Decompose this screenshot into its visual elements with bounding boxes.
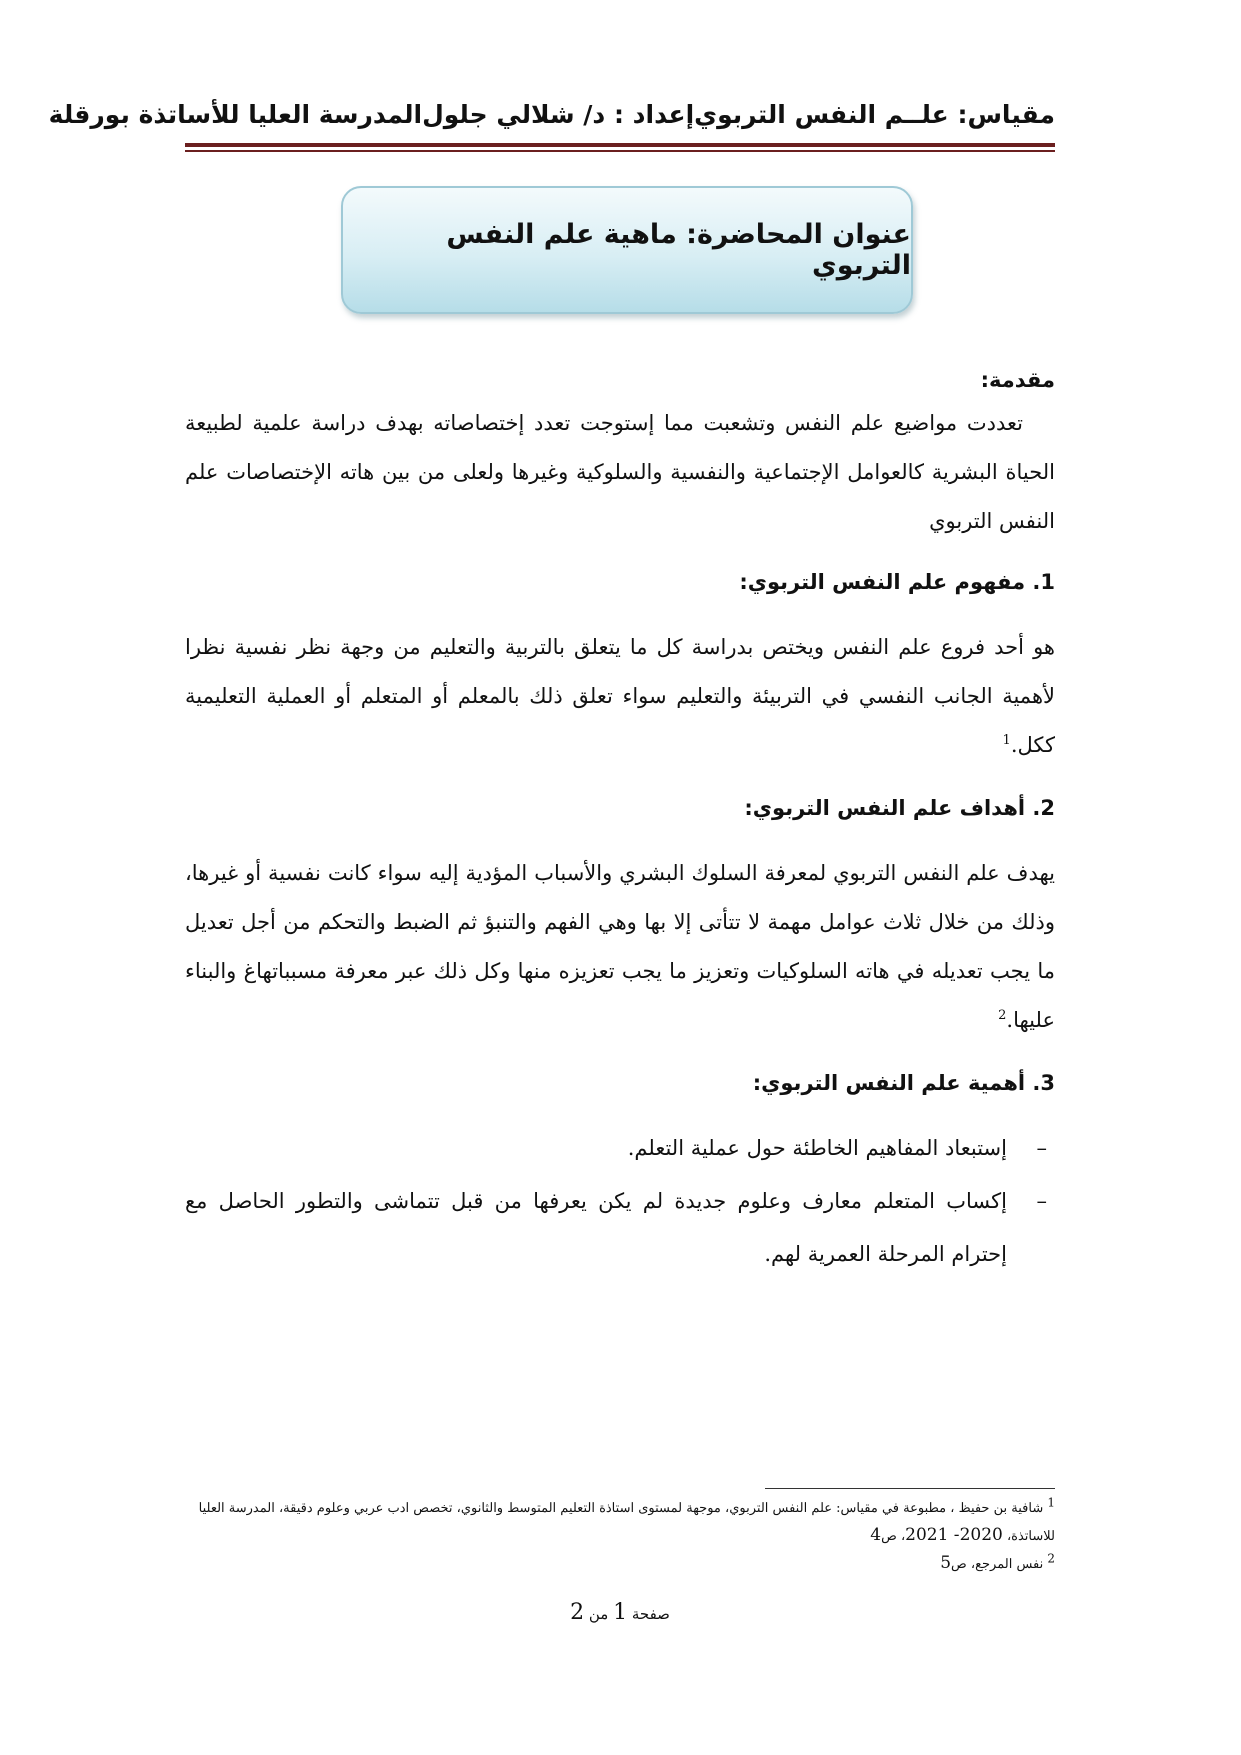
importance-list [185,1122,1055,1281]
footnote-separator [765,1488,1055,1489]
footnote-2-number: 2 [1047,1551,1055,1566]
section-3-heading: 3. أهمية علم النفس التربوي: [752,1071,1055,1095]
footnote-1-line2: للاساتذة، [1006,1529,1055,1544]
intro-paragraph: تعددت مواضيع علم النفس وتشعبت مما إستوجت تعدد إختصاصاته بهدف دراسة علمية لطبيعة الحياة البشرية كالعوامل الإجتماعية والنفسية والسلوكية وغيرها ولعلى من بين هاته الإختصاصات علم النفس التربوي [185,411,1055,533]
section-2-paragraph [185,849,1055,1045]
footnote-1-years: 2020- 2021 [905,1525,1003,1545]
lecture-title-box [341,186,913,314]
footnote-1-page: 4 [870,1525,882,1545]
bullet-dash: – [1036,1189,1047,1213]
list-item-text: إكساب المتعلم معارف وعلوم جديدة لم يكن يعرفها من قبل تتماشى والتطور الحاصل مع إحترام المرحلة العمرية لهم. [185,1189,1007,1266]
page-of: من [588,1605,609,1623]
section-1-text: هو أحد فروع علم النفس ويختص بدراسة كل ما يتعلق بالتربية والتعليم من وجهة نظر نفسية نظرا لأهمية الجانب النفسي في التربيئة والتعليم سواء تعلق ذلك بالمعلم أو المتعلم أو العملية التعليمية ككل. [185,635,1055,757]
section-2-text: يهدف علم النفس التربوي لمعرفة السلوك البشري والأسباب المؤدية إليه سواء كانت نفسية أو غيرها، وذلك من خلال ثلاث عوامل مهمة لا تتأتى إلا بها وهي الفهم والتنبؤ ثم الضبط والتحكم من أجل تعديل ما يجب تعديله في هاته السلوكيات وتعزيز ما يجب تعزيزه منها وكل ذلك عبر معرفة مسبباتهاغ والبناء عليها. [185,861,1055,1032]
footnotes [185,1495,1055,1578]
page-header [48,92,1055,136]
section-2-heading: 2. أهداف علم النفس التربوي: [744,796,1055,820]
list-item-text: إستبعاد المفاهيم الخاطئة حول عملية التعلم. [627,1136,1007,1160]
footnote-1-page-label: ، ص [881,1529,906,1544]
footnote-ref-2: 2 [998,1008,1007,1023]
header-rule-thick [185,143,1055,147]
section-1-paragraph [185,623,1055,770]
course-name: مقياس: علــم النفس التربوي [694,99,1055,129]
page-label: صفحة [631,1605,670,1623]
page-current: 1 [613,1600,628,1625]
footnote-2-text: نفس المرجع، ص [951,1557,1044,1572]
lecture-title: عنوان المحاضرة: ماهية علم النفس التربوي [446,219,911,281]
footnote-ref-1: 1 [1002,733,1011,748]
list-item [185,1122,1055,1175]
main-content [185,370,1055,1281]
footnote-2 [185,1550,1055,1578]
intro-heading: مقدمة: [980,368,1055,392]
footnote-2-page: 5 [940,1553,952,1573]
footnote-1-number: 1 [1047,1495,1055,1510]
list-item [185,1175,1055,1281]
footnote-1 [185,1495,1055,1522]
footnote-1-text: شافية بن حفيظ ، مطبوعة في مقياس: علم النفس التربوي، موجهة لمستوى استاذة التعليم المتوسط والثانوي، تخصص ادب عربي وعلوم دقيقة، المدرسة العليا [198,1501,1044,1516]
footnote-1-continuation [185,1522,1055,1550]
bullet-dash: – [1036,1136,1047,1160]
institution-name: المدرسة العليا للأساتذة بورقلة [48,99,423,129]
page-number [185,1600,1055,1625]
section-1-heading: 1. مفهوم علم النفس التربوي: [739,570,1055,594]
header-rule-thin [185,150,1055,152]
page-total: 2 [570,1600,585,1625]
author-name: إعداد : د/ شلالي جلول [422,99,695,129]
